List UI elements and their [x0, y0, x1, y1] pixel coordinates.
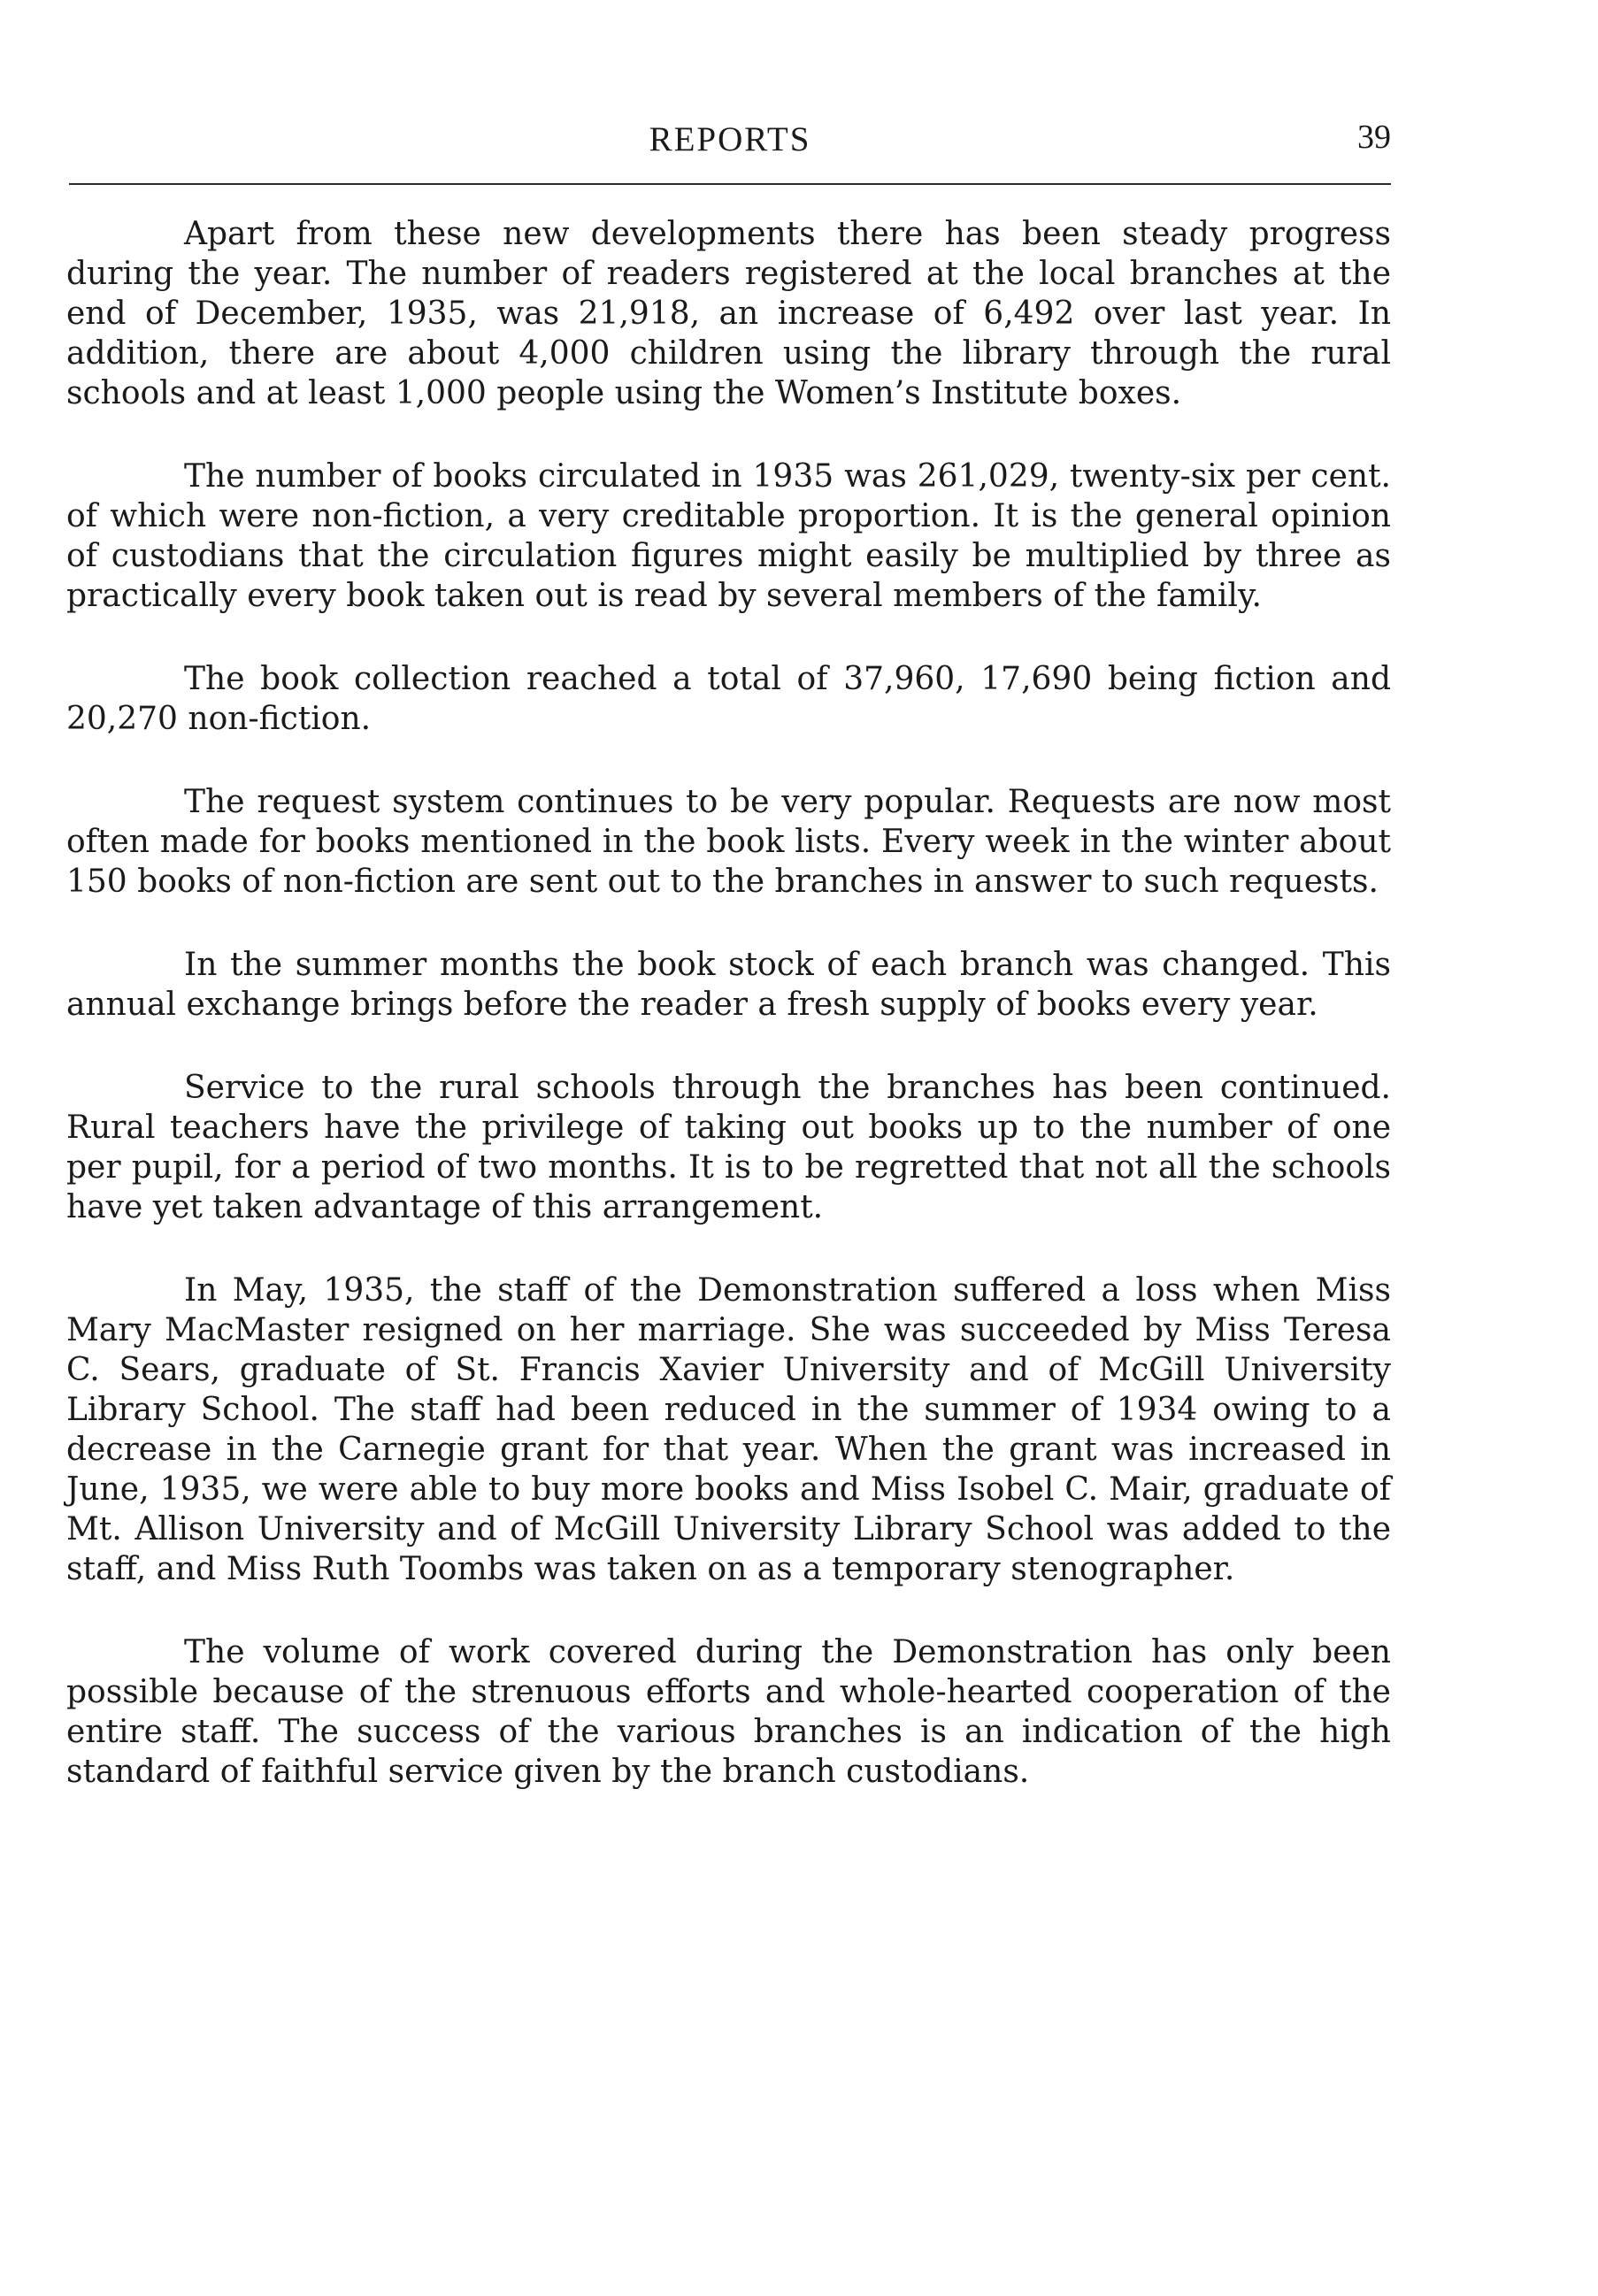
page-header — [69, 111, 1391, 185]
paragraph-rural-schools: Service to the rural schools through the branches has been continued. Rural teachers have the privilege of taking out books up to the number of one per pupil, for a period of two months. It is to be regretted that not all the schools have yet taken advantage of this arrangement. — [66, 1070, 1391, 1225]
body-text — [66, 214, 1391, 1835]
paragraph-staff: In May, 1935, the staff of the Demonstration suffered a loss when Miss Mary MacMaster resigned on her marriage. She was succeeded by Miss Teresa C. Sears, graduate of St. Francis Xavier University and of McGill University Library School. The staff had been reduced in the summer of 1934 owing to a decrease in the Carnegie grant for that year. When the grant was increased in June, 1935, we were able to buy more books and Miss Isobel C. Mair, graduate of Mt. Allison University and of McGill University Library School was added to the staff, and Miss Ruth Toombs was taken on as a temporary stenographer. — [66, 1272, 1391, 1587]
paragraph-circulation: The number of books circulated in 1935 was 261,029, twenty-six per cent. of which were non-fiction, a very creditable proportion. It is the general opinion of custodians that the circulation figures might easily be multiplied by three as practically every book taken out is read by several members of the family. — [66, 458, 1391, 614]
running-title: REPORTS — [649, 120, 811, 158]
paragraph-request-system: The request system continues to be very popular. Requests are now most often made for books mentioned in the book lists. Every week in the winter about 150 books of non-fiction are sent out to the branches in answer to such requests. — [66, 784, 1391, 900]
paragraph-book-collection: The book collection reached a total of 37,960, 17,690 being fiction and 20,270 non-fiction. — [66, 661, 1391, 737]
paragraph-book-stock: In the summer months the book stock of each branch was changed. This annual exchange brings before the reader a fresh supply of books every year. — [66, 947, 1391, 1023]
paragraph-cooperation: The volume of work covered during the Demonstration has only been possible because of the strenuous efforts and whole-hearted cooperation of the entire staff. The success of the various branches is an indication of the high standard of faithful service given by the branch custodians. — [66, 1634, 1391, 1790]
page-number: 39 — [1357, 119, 1391, 156]
paragraph-readers: Apart from these new developments there has been steady progress during the year. The number of readers registered at the local branches at the end of December, 1935, was 21,918, an increase of 6,492 over last year. In addition, there are about 4,000 children using the library through the rural schools and at least 1,000 people using the Women’s Institute boxes. — [66, 216, 1391, 411]
